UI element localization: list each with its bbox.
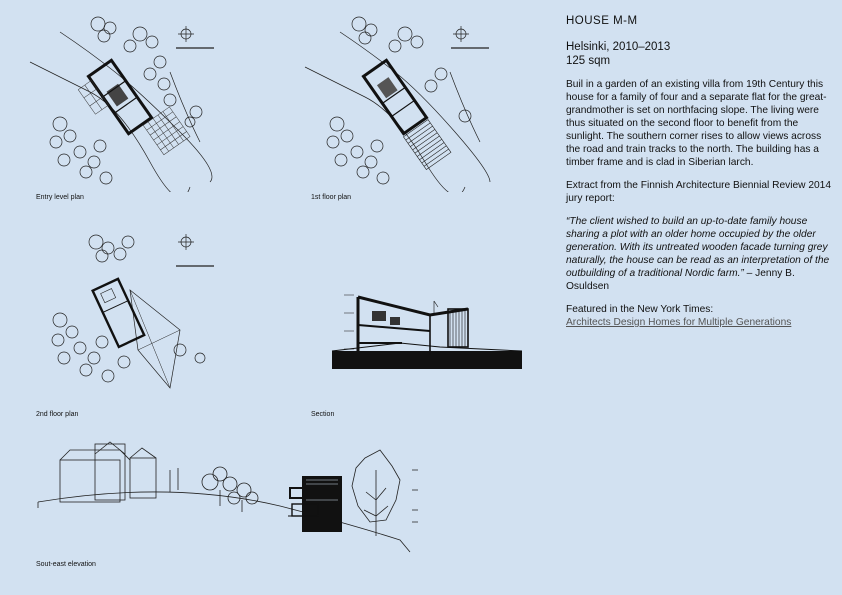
extract-intro: Extract from the Finnish Architecture Biennial Review 2014 jury report: bbox=[566, 180, 831, 204]
project-text-column bbox=[566, 14, 832, 329]
tree-icon bbox=[327, 17, 471, 184]
tree-icon bbox=[52, 235, 205, 382]
second-floor-plan-drawing bbox=[20, 230, 220, 405]
nyt-article-link[interactable]: Architects Design Homes for Multiple Generations bbox=[566, 317, 792, 328]
elevation-caption: Sout-east elevation bbox=[36, 561, 96, 568]
section-caption: Section bbox=[311, 411, 335, 418]
quote-text: “The client wished to build an up-to-date family house sharing a plot with an older home occupied by the older generation. With its untreated wooden facade turning grey naturally, the house can be read as an interpretation of the outbuilding of a traditional Nordic farm.” bbox=[566, 216, 830, 279]
jury-quote bbox=[566, 215, 832, 293]
project-description: Buil in a garden of an existing villa from 19th Century this house for a family of four and a separate flat for the great-grandmother is set on northfacing slope. The living were thus situated on the second floor to benefit from the sunlight. The southern corner rises to allow views across the road and train tracks to the north. The building has a timber frame and is clad in Siberian larch. bbox=[566, 79, 827, 168]
tree-icon bbox=[50, 17, 202, 184]
entry-level-plan-drawing bbox=[20, 12, 220, 192]
second-floor-caption: 2nd floor plan bbox=[36, 411, 79, 418]
tree-icon bbox=[202, 450, 400, 536]
first-floor-caption: 1st floor plan bbox=[311, 194, 352, 201]
project-title: HOUSE M-M bbox=[566, 15, 638, 27]
south-east-elevation-drawing bbox=[20, 440, 430, 560]
section-drawing bbox=[330, 285, 530, 380]
quote-author: – Jenny B. Osuldsen bbox=[566, 268, 795, 292]
project-location-years: Helsinki, 2010–2013 bbox=[566, 41, 671, 53]
first-floor-plan-drawing bbox=[295, 12, 495, 192]
project-area: 125 sqm bbox=[566, 55, 611, 67]
entry-level-caption: Entry level plan bbox=[36, 194, 84, 201]
featured-intro: Featured in the New York Times: bbox=[566, 304, 714, 315]
